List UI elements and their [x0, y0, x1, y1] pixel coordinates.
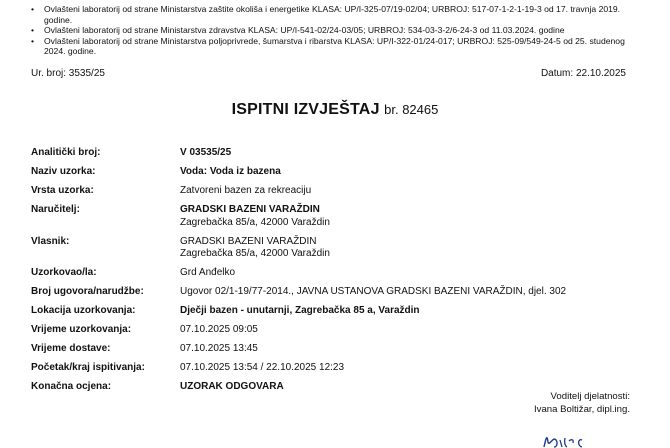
field-row: [31, 204, 651, 229]
field-value: 07.10.2025 13:45: [180, 343, 258, 354]
signatory-role: Voditelj djelatnosti:: [550, 391, 630, 402]
report-date: Datum: 22.10.2025: [540, 68, 626, 79]
accreditation-text: Ovlašteni laboratorij od strane Ministarstva poljoprivrede, šumarstva i ribarstva KLASA: UP/I-322-01/24-017; URBROJ: 525-09/549-24-5 od 25. studenog 2024. godine.: [44, 35, 625, 57]
field-row: [31, 236, 651, 261]
field-label: Broj ugovora/narudžbe:: [31, 286, 144, 297]
sample-details: [31, 147, 651, 394]
field-value: GRADSKI BAZENI VARAŽDIN Zagrebačka 85/a, 42000 Varaždin: [180, 235, 330, 259]
accreditation-item: [31, 36, 641, 57]
field-label: Vrijeme uzorkovanja:: [31, 324, 132, 335]
field-label: Konačna ocjena:: [31, 381, 112, 392]
accreditation-text: Ovlašteni laboratorij od strane Ministarstva zdravstva KLASA: UP/I-541-02/24-03/05; URBROJ: 534-03-3-2/6-24-3 od 11.03.2024. godine: [44, 25, 565, 36]
field-row: [31, 324, 651, 337]
field-label: Vrijeme dostave:: [31, 343, 111, 354]
field-value: Voda: Voda iz bazena: [180, 166, 281, 177]
field-value: Grd Anđelko: [180, 267, 236, 278]
signatory-name: Ivana Boltižar, dipl.ing.: [534, 404, 630, 415]
field-value: Zatvoreni bazen za rekreaciju: [180, 185, 312, 196]
field-row: [31, 166, 651, 179]
field-label: Lokacija uzorkovanja:: [31, 305, 136, 316]
bullet-icon: •: [31, 35, 35, 46]
field-row: [31, 343, 651, 356]
report-number: br. 82465: [384, 102, 439, 117]
field-value: Ugovor 02/1-19/77-2014., JAVNA USTANOVA GRADSKI BAZENI VARAŽDIN, djel. 302: [180, 286, 567, 297]
signatory-block: [534, 390, 630, 416]
field-label: Uzorkovao/la:: [31, 267, 97, 278]
field-row: [31, 185, 651, 198]
field-label: Naručitelj:: [31, 204, 80, 215]
field-value: 07.10.2025 09:05: [180, 324, 258, 335]
accreditation-text: Ovlašteni laboratorij od strane Ministarstva zaštite okoliša i energetike KLASA: UP/I-325-07/19-02/04; URBROJ: 517-07-1-2-1-19-3 od 17. travnja 2019. godine.: [44, 4, 621, 25]
handwritten-signature: [538, 428, 598, 448]
accreditation-item: [31, 25, 641, 36]
accreditation-list: [31, 4, 641, 57]
field-value: V 03535/25: [180, 147, 232, 158]
field-label: Vlasnik:: [31, 235, 70, 247]
field-value: Dječji bazen - unutarnji, Zagrebačka 85 a, Varaždin: [180, 305, 420, 316]
field-row: [31, 286, 651, 299]
field-row: [31, 305, 651, 318]
bullet-icon: •: [31, 25, 35, 36]
field-row: [31, 362, 651, 375]
bullet-icon: •: [31, 4, 35, 14]
field-label: Analitički broj:: [31, 147, 101, 158]
field-label: Naziv uzorka:: [31, 166, 96, 177]
field-row: [31, 147, 651, 160]
field-value: GRADSKI BAZENI VARAŽDIN Zagrebačka 85/a, 42000 Varaždin: [180, 204, 330, 228]
report-title-main: ISPITNI IZVJEŠTAJ: [231, 101, 380, 118]
accreditation-item: [31, 4, 641, 25]
field-label: Vrsta uzorka:: [31, 185, 94, 196]
field-label: Početak/kraj ispitivanja:: [31, 362, 145, 373]
field-row: [31, 267, 651, 280]
registry-number: Ur. broj: 3535/25: [31, 68, 105, 79]
report-title: [0, 101, 670, 119]
field-value: 07.10.2025 13:54 / 22.10.2025 12:23: [180, 362, 345, 373]
field-value: UZORAK ODGOVARA: [180, 381, 284, 392]
